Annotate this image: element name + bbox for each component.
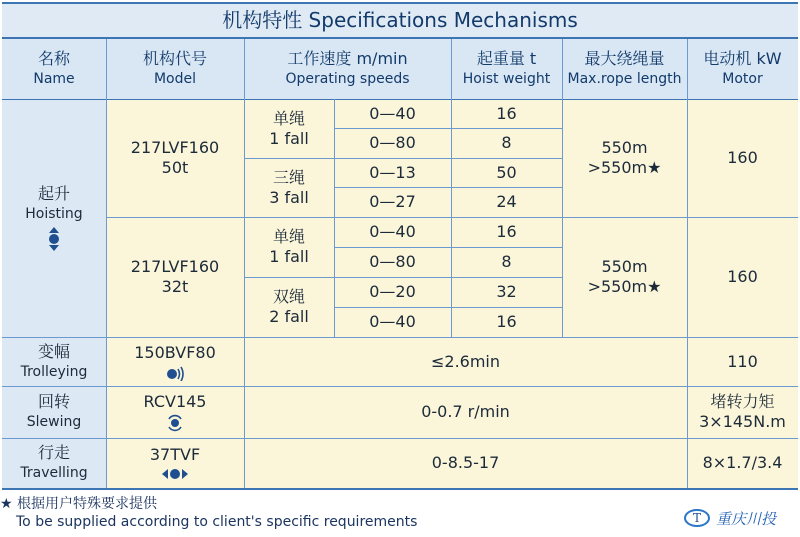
motor-cell-2: 160: [687, 217, 798, 337]
divider: [687, 39, 688, 488]
divider: [562, 39, 563, 337]
company-logo: [684, 506, 798, 530]
speed-cell: 0—13: [334, 158, 451, 187]
footer-note-en: To be supplied according to client's specific requirements: [16, 514, 418, 530]
header-rope: [562, 39, 687, 99]
hoisting-name-cell: [2, 99, 106, 337]
rope-length: 550m: [601, 257, 648, 276]
fall-label-zh: 三绳: [272, 167, 305, 187]
header-speed-zh: 工作速度 m/min: [287, 49, 408, 68]
travelling-model: 37TVF: [149, 445, 201, 464]
logo-name: 重庆川投: [716, 509, 777, 528]
trolleying-model: 150BVF80: [134, 342, 216, 362]
trolleying-model-cell: [106, 337, 244, 386]
slewing-speed: 0-0.7 r/min: [244, 386, 687, 438]
header-name-en: Name: [33, 71, 75, 87]
weight-cell: 32: [451, 277, 562, 307]
slewing-name-cell: [2, 386, 106, 438]
hoist-model-2: 217LVF160: [130, 257, 220, 276]
weight-cell: 8: [451, 247, 562, 277]
slewing-motor-label: 堵转力矩: [710, 392, 775, 411]
speed-cell: 0—20: [334, 277, 451, 307]
trolley-icon: [165, 365, 185, 381]
header-name-zh: 名称: [37, 49, 70, 68]
hoist-arrow-icon: [47, 226, 61, 252]
divider: [334, 307, 562, 308]
divider: [2, 386, 798, 387]
divider: [106, 217, 798, 218]
travelling-name-zh: 行走: [37, 443, 70, 462]
header-speed-en: Operating speeds: [285, 71, 410, 87]
travel-arrow-icon: [161, 467, 189, 481]
slewing-motor-cell: [687, 386, 798, 438]
page-title: 机构特性 Specifications Mechanisms: [2, 2, 798, 39]
header-speed: [244, 39, 451, 99]
travelling-model-cell: [106, 438, 244, 488]
travelling-motor: 8×1.7/3.4: [687, 438, 798, 488]
hoisting-name-zh: 起升: [37, 184, 70, 203]
weight-cell: 16: [451, 99, 562, 128]
divider: [334, 128, 562, 129]
divider: [244, 39, 245, 488]
trolleying-name-en: Trolleying: [20, 363, 88, 380]
header-rope-zh: 最大绕绳量: [584, 49, 665, 68]
fall-label-en: 3 fall: [269, 187, 309, 207]
travelling-speed: 0-8.5-17: [244, 438, 687, 488]
divider: [2, 99, 798, 100]
travelling-name-cell: [2, 438, 106, 488]
fall-1-2: [244, 158, 334, 217]
slewing-name-zh: 回转: [37, 392, 70, 411]
fall-2-1: [244, 217, 334, 277]
trolleying-motor: 110: [687, 337, 798, 386]
divider: [334, 247, 562, 248]
header-weight-en: Hoist weight: [462, 71, 551, 87]
hoist-group-1-model: [106, 99, 244, 217]
fall-label-zh: 双绳: [272, 287, 305, 306]
divider: [244, 277, 562, 278]
hoist-cap-1: 50t: [161, 158, 189, 177]
slewing-name-en: Slewing: [26, 414, 82, 430]
footer-note-zh: ★ 根据用户特殊要求提供: [0, 496, 158, 512]
header-weight: [451, 39, 562, 99]
speed-cell: 0—27: [334, 187, 451, 217]
header-rope-en: Max.rope length: [567, 71, 682, 87]
hoist-cap-2: 32t: [161, 277, 189, 296]
rope-cell-1: [562, 99, 687, 217]
header-model-zh: 机构代号: [142, 49, 207, 68]
weight-cell: 16: [451, 217, 562, 247]
fall-label-zh: 单绳: [272, 108, 305, 128]
weight-cell: 50: [451, 158, 562, 187]
speed-cell: 0—80: [334, 247, 451, 277]
fall-2-2: [244, 277, 334, 337]
spec-table: [2, 39, 798, 490]
logo-badge-icon: T: [684, 509, 710, 527]
divider: [2, 438, 798, 439]
header-model: [106, 39, 244, 99]
header-motor-zh: 电动机 kW: [703, 49, 782, 68]
hoist-group-2-model: [106, 217, 244, 337]
weight-cell: 8: [451, 128, 562, 158]
divider: [106, 39, 107, 488]
slewing-motor-value: 3×145N.m: [699, 412, 786, 431]
rope-length-optional: >550m★: [587, 158, 662, 177]
hoist-model-1: 217LVF160: [130, 138, 220, 157]
fall-label-en: 2 fall: [269, 307, 309, 326]
footer-note: [0, 495, 417, 531]
header-model-en: Model: [153, 71, 197, 87]
speed-cell: 0—40: [334, 307, 451, 337]
speed-cell: 0—80: [334, 128, 451, 158]
header-motor: [687, 39, 798, 99]
fall-label-en: 1 fall: [269, 247, 309, 266]
trolleying-name-cell: [2, 337, 106, 386]
spec-sheet: [2, 2, 798, 39]
weight-cell: 16: [451, 307, 562, 337]
divider: [244, 158, 562, 159]
rope-length: 550m: [601, 138, 648, 157]
divider: [2, 337, 798, 338]
rope-length-optional: >550m★: [587, 277, 662, 296]
weight-cell: 24: [451, 187, 562, 217]
rope-cell-2: [562, 217, 687, 337]
travelling-name-en: Travelling: [20, 465, 88, 481]
fall-label-en: 1 fall: [269, 128, 309, 148]
slewing-model: RCV145: [143, 392, 207, 411]
hoisting-name-en: Hoisting: [25, 206, 83, 222]
speed-cell: 0—40: [334, 217, 451, 247]
motor-cell-1: 160: [687, 99, 798, 217]
header-name: [2, 39, 106, 99]
trolleying-speed: ≤2.6min: [244, 337, 687, 386]
fall-1-1: [244, 99, 334, 158]
divider: [334, 99, 335, 337]
divider: [451, 39, 452, 337]
header-weight-zh: 起重量 t: [476, 49, 537, 68]
speed-cell: 0—40: [334, 99, 451, 128]
slewing-model-cell: [106, 386, 244, 438]
fall-label-zh: 单绳: [272, 227, 305, 246]
header-motor-en: Motor: [722, 71, 763, 87]
trolleying-name-zh: 变幅: [37, 341, 70, 361]
slewing-icon: [166, 414, 184, 432]
divider: [334, 187, 562, 188]
